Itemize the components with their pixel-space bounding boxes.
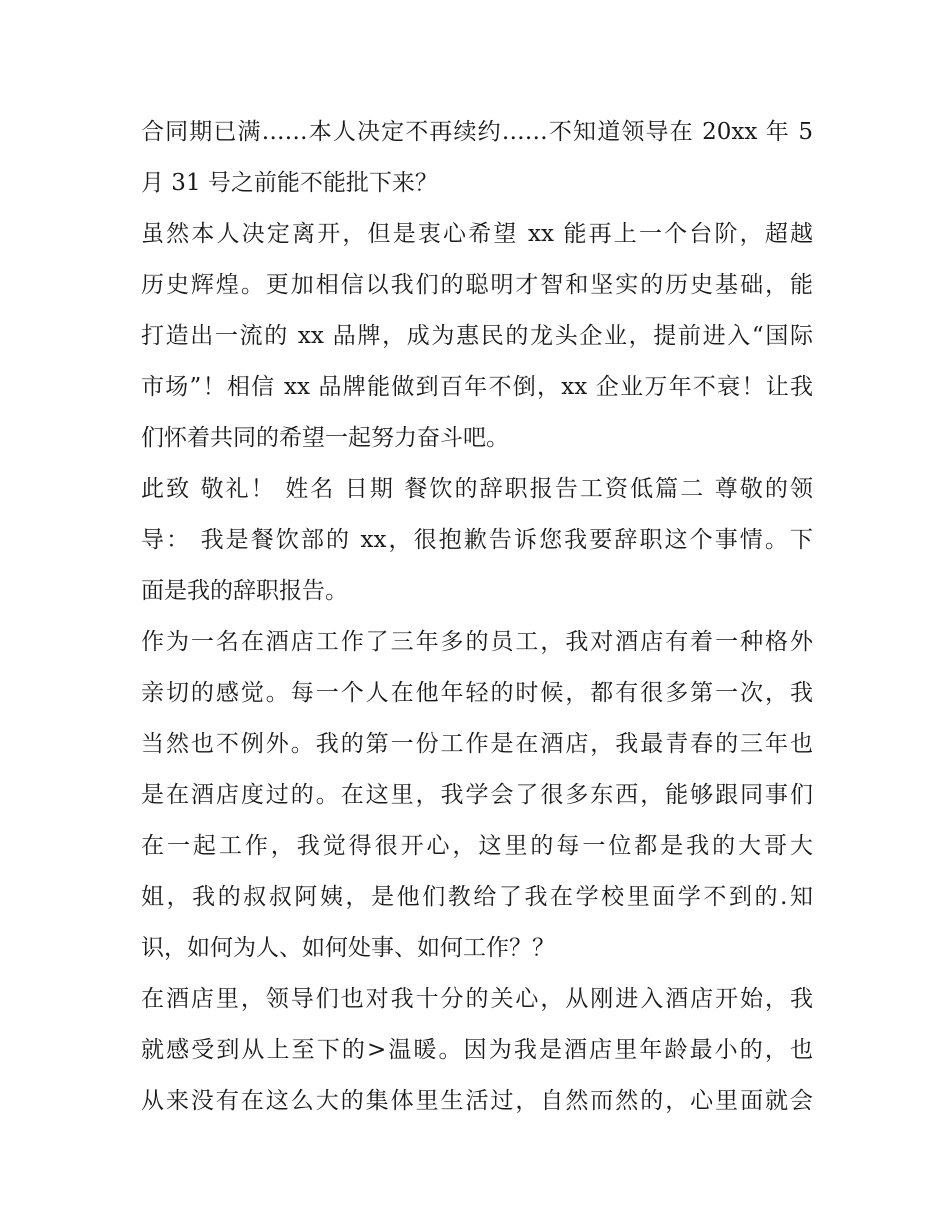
- text-line: 从来没有在这么大的集体里生活过，自然而然的，心里面就会: [141, 1088, 813, 1114]
- text-line: 是在酒店度过的。在这里，我学会了很多东西，能够跟同事们: [141, 782, 813, 808]
- text-line: 导： 我是餐饮部的 xx，很抱歉告诉您我要辞职这个事情。下: [141, 527, 813, 553]
- text-line: 们怀着共同的希望一起努力奋斗吧。: [141, 425, 509, 451]
- text-line: 历史辉煌。更加相信以我们的聪明才智和坚实的历史基础，能: [141, 272, 813, 298]
- text-line: 打造出一流的 xx 品牌，成为惠民的龙头企业，提前进入“国际: [141, 323, 813, 349]
- text-line: 市场”！相信 xx 品牌能做到百年不倒，xx 企业万年不衰！让我: [141, 374, 813, 400]
- text-line: 月 31 号之前能不能批下来？: [141, 170, 438, 196]
- text-line: 面是我的辞职报告。: [141, 578, 348, 604]
- text-line: 在一起工作，我觉得很开心，这里的每一位都是我的大哥大: [141, 833, 813, 859]
- document-body: [141, 107, 813, 1127]
- text-line: 就感受到从上至下的>温暖。因为我是酒店里年龄最小的，也: [141, 1037, 813, 1063]
- text-line: 合同期已满……本人决定不再续约……不知道领导在 20xx 年 5: [141, 119, 813, 145]
- text-line: 在酒店里，领导们也对我十分的关心，从刚进入酒店开始，我: [141, 986, 813, 1012]
- text-line: 亲切的感觉。每一个人在他年轻的时候，都有很多第一次，我: [141, 680, 813, 706]
- text-line: 作为一名在酒店工作了三年多的员工，我对酒店有着一种格外: [141, 629, 813, 655]
- text-line: 此致 敬礼！ 姓名 日期 餐饮的辞职报告工资低篇二 尊敬的领: [141, 476, 813, 502]
- text-line: 姐，我的叔叔阿姨，是他们教给了我在学校里面学不到的.知: [141, 884, 813, 910]
- text-line: 识，如何为人、如何处事、如何工作？？: [141, 935, 555, 961]
- text-line: 虽然本人决定离开，但是衷心希望 xx 能再上一个台阶，超越: [141, 221, 813, 247]
- text-line: 当然也不例外。我的第一份工作是在酒店，我最青春的三年也: [141, 731, 813, 757]
